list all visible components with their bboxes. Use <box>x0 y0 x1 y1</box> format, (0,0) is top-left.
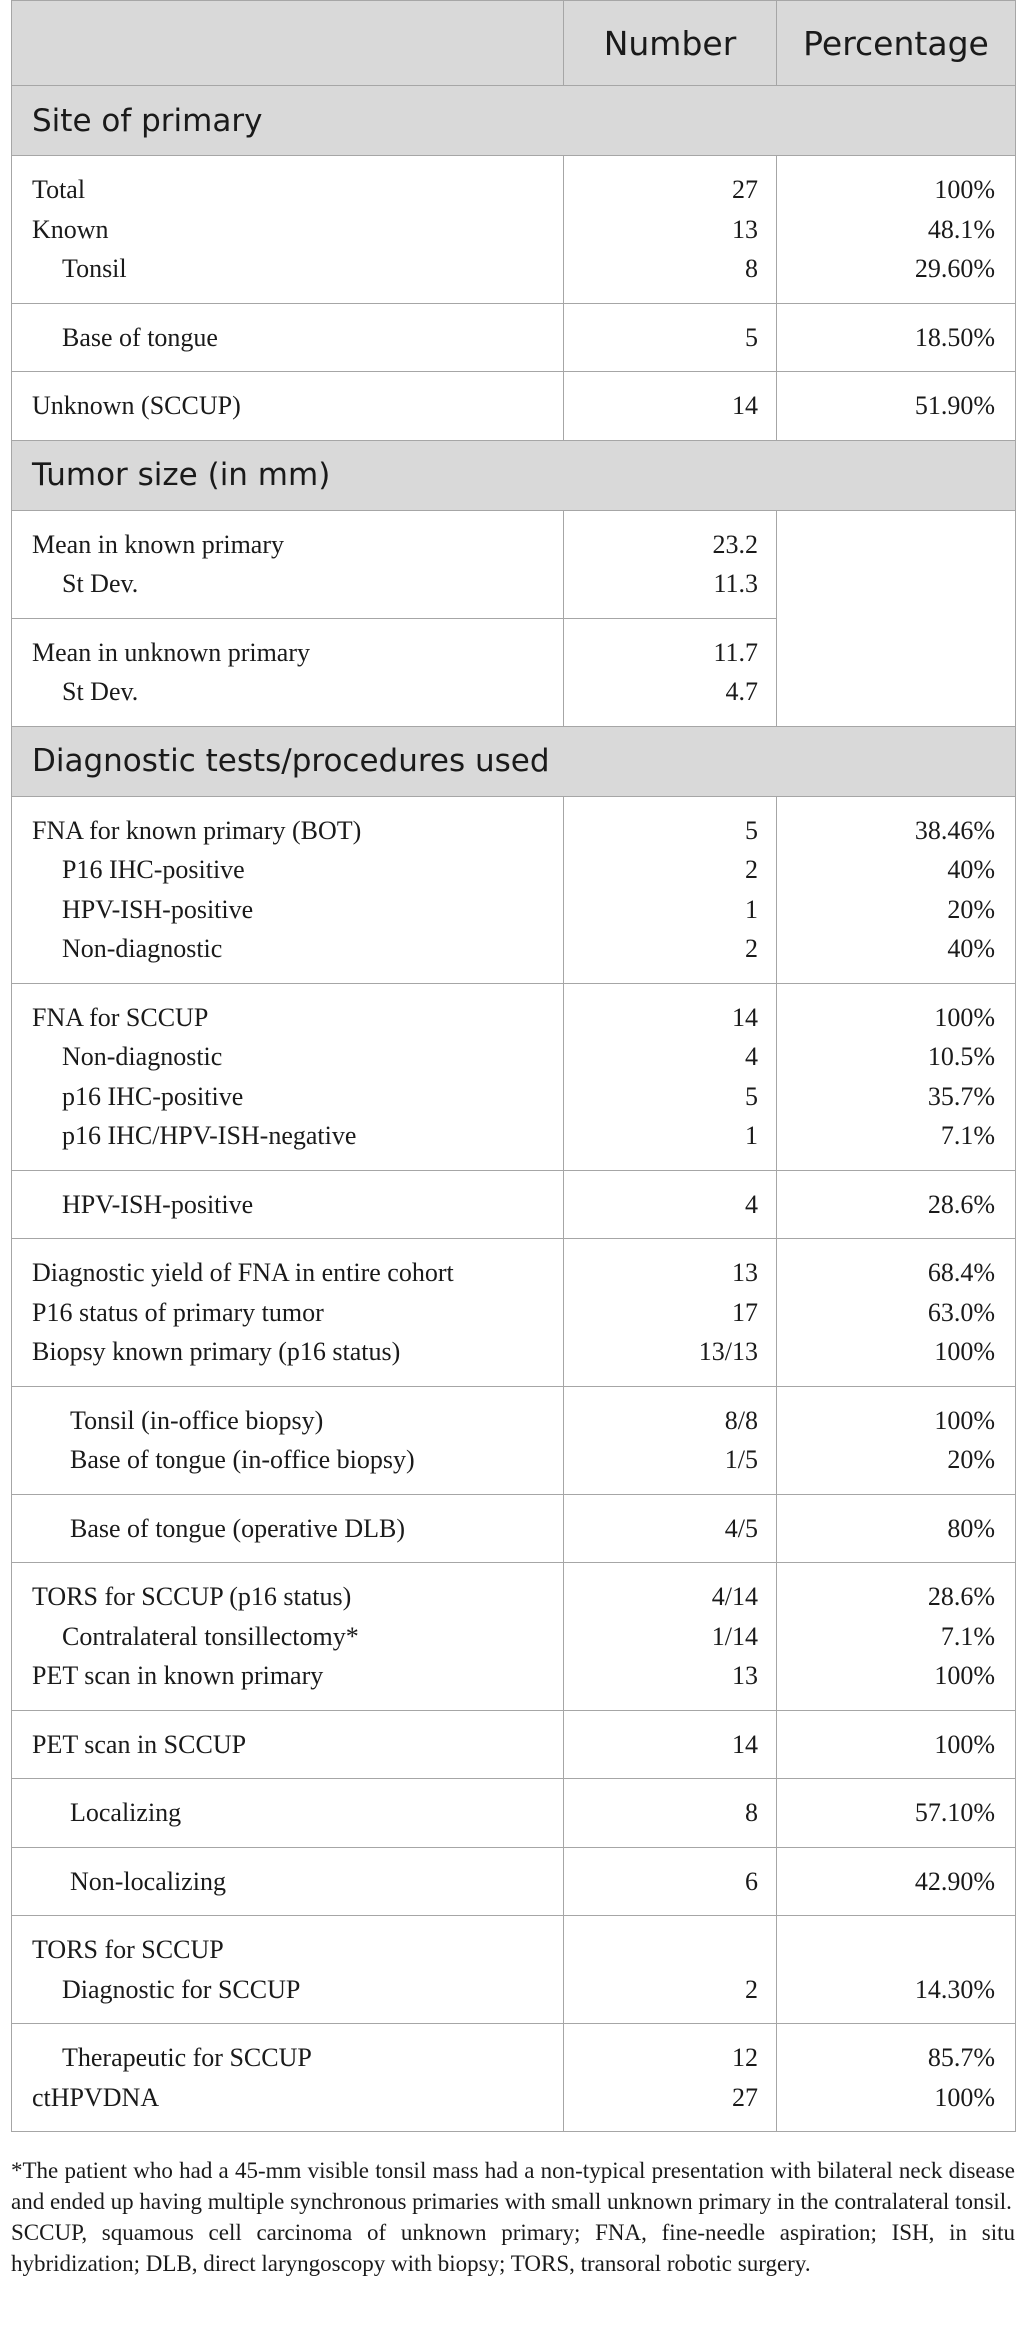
header-percentage: Percentage <box>777 1 1016 86</box>
section-title: Site of primary <box>12 86 1016 156</box>
row-label: Localizing <box>70 1798 182 1827</box>
row-percentage: 40% <box>947 855 995 884</box>
row-percentage: 20% <box>947 1445 995 1474</box>
section-header-row <box>12 726 1016 796</box>
label-cell <box>12 1916 564 2024</box>
row-label: TORS for SCCUP (p16 status) <box>32 1582 352 1611</box>
table-row-group <box>12 1779 1016 1848</box>
row-label: HPV-ISH-positive <box>62 894 254 924</box>
row-percentage: 57.10% <box>914 1798 995 1827</box>
row-number: 1 <box>745 894 758 924</box>
label-cell <box>12 2024 564 2132</box>
row-label: Tonsil <box>62 254 127 283</box>
number-cell <box>564 372 777 441</box>
number-cell <box>564 1847 777 1916</box>
row-number <box>564 1930 758 1970</box>
percentage-cell <box>777 2024 1016 2132</box>
row-number: 4 <box>745 1189 758 1219</box>
label-cell <box>12 618 564 726</box>
row-number: 1/14 <box>711 1621 758 1651</box>
label-cell <box>12 796 564 983</box>
row-number: 5 <box>745 322 758 352</box>
number-cell <box>564 1779 777 1848</box>
row-number: 13 <box>732 1258 758 1287</box>
row-label: P16 IHC-positive <box>62 855 245 884</box>
section-header-row <box>12 440 1016 510</box>
row-label: Non-diagnostic <box>62 934 223 963</box>
row-number: 4.7 <box>725 677 758 706</box>
number-cell <box>564 156 777 304</box>
footnotes <box>11 2155 1015 2279</box>
row-percentage: 18.50% <box>914 322 995 352</box>
results-table-container <box>11 0 1015 2132</box>
label-cell <box>12 1170 564 1239</box>
header-number: Number <box>564 1 777 86</box>
row-number: 13 <box>732 1661 758 1690</box>
row-percentage: 10.5% <box>927 1042 995 1071</box>
percentage-cell <box>777 303 1016 372</box>
row-number: 14 <box>732 391 758 420</box>
row-percentage: 100% <box>934 1661 995 1690</box>
percentage-cell-empty <box>777 510 1016 726</box>
row-label: Base of tongue <box>62 322 218 352</box>
label-cell <box>12 156 564 304</box>
percentage-cell <box>777 1779 1016 1848</box>
row-label: Biopsy known primary (p16 status) <box>32 1337 401 1366</box>
row-number: 1 <box>745 1121 758 1150</box>
row-label: Therapeutic for SCCUP <box>62 2043 312 2072</box>
row-label: St Dev. <box>62 677 139 706</box>
row-percentage: 51.90% <box>914 391 995 420</box>
row-label: PET scan in known primary <box>32 1661 324 1690</box>
percentage-cell <box>777 156 1016 304</box>
table-row-group <box>12 510 1016 618</box>
row-percentage: 68.4% <box>927 1258 995 1287</box>
row-percentage: 100% <box>934 1405 995 1435</box>
row-number: 4/14 <box>711 1582 758 1611</box>
row-label: FNA for known primary (BOT) <box>32 815 362 845</box>
row-percentage: 28.6% <box>927 1582 995 1611</box>
number-cell <box>564 983 777 1170</box>
table-row-group <box>12 796 1016 983</box>
row-label: Mean in known primary <box>32 529 285 559</box>
footnote-abbreviations: SCCUP, squamous cell carcinoma of unknown primary; FNA, fine-needle aspiration; ISH, in situ hybridization; DLB, direct laryngoscopy with biopsy; TORS, transoral robotic surgery. <box>11 2220 1015 2276</box>
row-number: 17 <box>732 1297 758 1327</box>
row-number: 27 <box>732 175 758 204</box>
table-row-group <box>12 2024 1016 2132</box>
label-cell <box>12 1239 564 1387</box>
percentage-cell <box>777 1494 1016 1563</box>
row-number: 14 <box>732 1002 758 1032</box>
section-title: Diagnostic tests/procedures used <box>12 726 1016 796</box>
number-cell <box>564 1710 777 1779</box>
number-cell <box>564 303 777 372</box>
row-label: Known <box>32 214 109 244</box>
number-cell <box>564 618 777 726</box>
number-cell <box>564 1494 777 1563</box>
row-number: 8/8 <box>724 1405 758 1435</box>
footnote-asterisk: *The patient who had a 45-mm visible tonsil mass had a non-typical presentation with bilateral neck disease and ended up having multiple synchronous primaries with small unknown primary in the contralateral tonsil. <box>11 2158 1015 2214</box>
row-number: 8 <box>745 1798 758 1827</box>
label-cell <box>12 1386 564 1494</box>
row-percentage: 85.7% <box>927 2043 995 2072</box>
row-label: FNA for SCCUP <box>32 1002 209 1032</box>
row-label: p16 IHC-positive <box>62 1081 244 1111</box>
row-number: 14 <box>732 1729 758 1759</box>
table-row-group <box>12 372 1016 441</box>
row-label: TORS for SCCUP <box>32 1935 224 1964</box>
table-row-group <box>12 1494 1016 1563</box>
row-percentage <box>777 1930 995 1970</box>
row-number: 2 <box>745 855 758 884</box>
percentage-cell <box>777 1239 1016 1387</box>
table-row-group <box>12 1563 1016 1711</box>
row-percentage: 80% <box>947 1513 995 1543</box>
label-cell <box>12 1494 564 1563</box>
table-body <box>12 86 1016 2132</box>
percentage-cell <box>777 796 1016 983</box>
row-number: 13/13 <box>698 1337 758 1366</box>
number-cell <box>564 510 777 618</box>
header-row <box>12 1 1016 86</box>
row-percentage: 29.60% <box>914 254 995 283</box>
row-percentage: 42.90% <box>914 1866 995 1896</box>
row-percentage: 100% <box>934 1337 995 1366</box>
table-row-group <box>12 1916 1016 2024</box>
row-label: Tonsil (in-office biopsy) <box>70 1405 324 1435</box>
row-percentage: 14.30% <box>914 1974 995 2004</box>
row-label: Diagnostic for SCCUP <box>62 1974 301 2004</box>
row-percentage: 100% <box>934 175 995 204</box>
row-number: 11.7 <box>713 637 758 667</box>
row-number: 12 <box>732 2043 758 2072</box>
row-number: 5 <box>745 1081 758 1111</box>
header-label <box>12 1 564 86</box>
row-number: 1/5 <box>724 1445 758 1474</box>
row-label: Base of tongue (in-office biopsy) <box>70 1445 415 1474</box>
table-row-group <box>12 1170 1016 1239</box>
percentage-cell <box>777 1710 1016 1779</box>
row-label: Base of tongue (operative DLB) <box>70 1513 406 1543</box>
number-cell <box>564 1170 777 1239</box>
table-row-group <box>12 983 1016 1170</box>
number-cell <box>564 796 777 983</box>
row-number: 2 <box>745 934 758 963</box>
row-number: 4 <box>745 1042 758 1071</box>
row-number: 2 <box>745 1974 758 2004</box>
row-label: ctHPVDNA <box>32 2082 160 2112</box>
row-percentage: 63.0% <box>927 1297 995 1327</box>
row-percentage: 7.1% <box>940 1621 995 1651</box>
label-cell <box>12 1847 564 1916</box>
label-cell <box>12 303 564 372</box>
row-label: Non-localizing <box>70 1866 226 1896</box>
number-cell <box>564 1916 777 2024</box>
number-cell <box>564 2024 777 2132</box>
percentage-cell <box>777 983 1016 1170</box>
row-percentage: 35.7% <box>927 1081 995 1111</box>
row-percentage: 40% <box>947 934 995 963</box>
row-label: Mean in unknown primary <box>32 637 311 667</box>
row-label: Diagnostic yield of FNA in entire cohort <box>32 1258 454 1287</box>
label-cell <box>12 1563 564 1711</box>
row-label: HPV-ISH-positive <box>62 1189 254 1219</box>
number-cell <box>564 1386 777 1494</box>
row-percentage: 38.46% <box>914 815 995 845</box>
label-cell <box>12 1710 564 1779</box>
table-row-group <box>12 1386 1016 1494</box>
label-cell <box>12 983 564 1170</box>
percentage-cell <box>777 1916 1016 2024</box>
row-percentage: 20% <box>947 894 995 924</box>
row-label: Total <box>32 175 86 204</box>
row-number: 6 <box>745 1866 758 1896</box>
row-label: P16 status of primary tumor <box>32 1297 324 1327</box>
row-label: St Dev. <box>62 569 139 598</box>
percentage-cell <box>777 1847 1016 1916</box>
label-cell <box>12 1779 564 1848</box>
row-number: 23.2 <box>712 529 758 559</box>
section-header-row <box>12 86 1016 156</box>
table-row-group <box>12 1239 1016 1387</box>
row-number: 11.3 <box>713 569 758 598</box>
number-cell <box>564 1239 777 1387</box>
row-number: 27 <box>732 2082 758 2112</box>
row-label: p16 IHC/HPV-ISH-negative <box>62 1121 357 1150</box>
row-percentage: 28.6% <box>927 1189 995 1219</box>
row-percentage: 48.1% <box>927 214 995 244</box>
row-number: 4/5 <box>724 1513 758 1543</box>
table-row-group <box>12 1847 1016 1916</box>
row-percentage: 100% <box>934 1729 995 1759</box>
row-number: 5 <box>745 815 758 845</box>
row-percentage: 100% <box>934 1002 995 1032</box>
label-cell <box>12 510 564 618</box>
percentage-cell <box>777 372 1016 441</box>
table-row-group <box>12 1710 1016 1779</box>
percentage-cell <box>777 1386 1016 1494</box>
table-row-group <box>12 303 1016 372</box>
results-table <box>11 0 1016 2132</box>
number-cell <box>564 1563 777 1711</box>
row-label: Contralateral tonsillectomy* <box>62 1621 359 1651</box>
row-percentage: 7.1% <box>940 1121 995 1150</box>
label-cell <box>12 372 564 441</box>
row-label: Unknown (SCCUP) <box>32 391 241 420</box>
row-number: 13 <box>732 214 758 244</box>
section-title: Tumor size (in mm) <box>12 440 1016 510</box>
row-label: Non-diagnostic <box>62 1042 223 1071</box>
percentage-cell <box>777 1563 1016 1711</box>
row-label: PET scan in SCCUP <box>32 1729 247 1759</box>
row-number: 8 <box>745 254 758 283</box>
percentage-cell <box>777 1170 1016 1239</box>
table-row-group <box>12 156 1016 304</box>
row-percentage: 100% <box>934 2082 995 2112</box>
